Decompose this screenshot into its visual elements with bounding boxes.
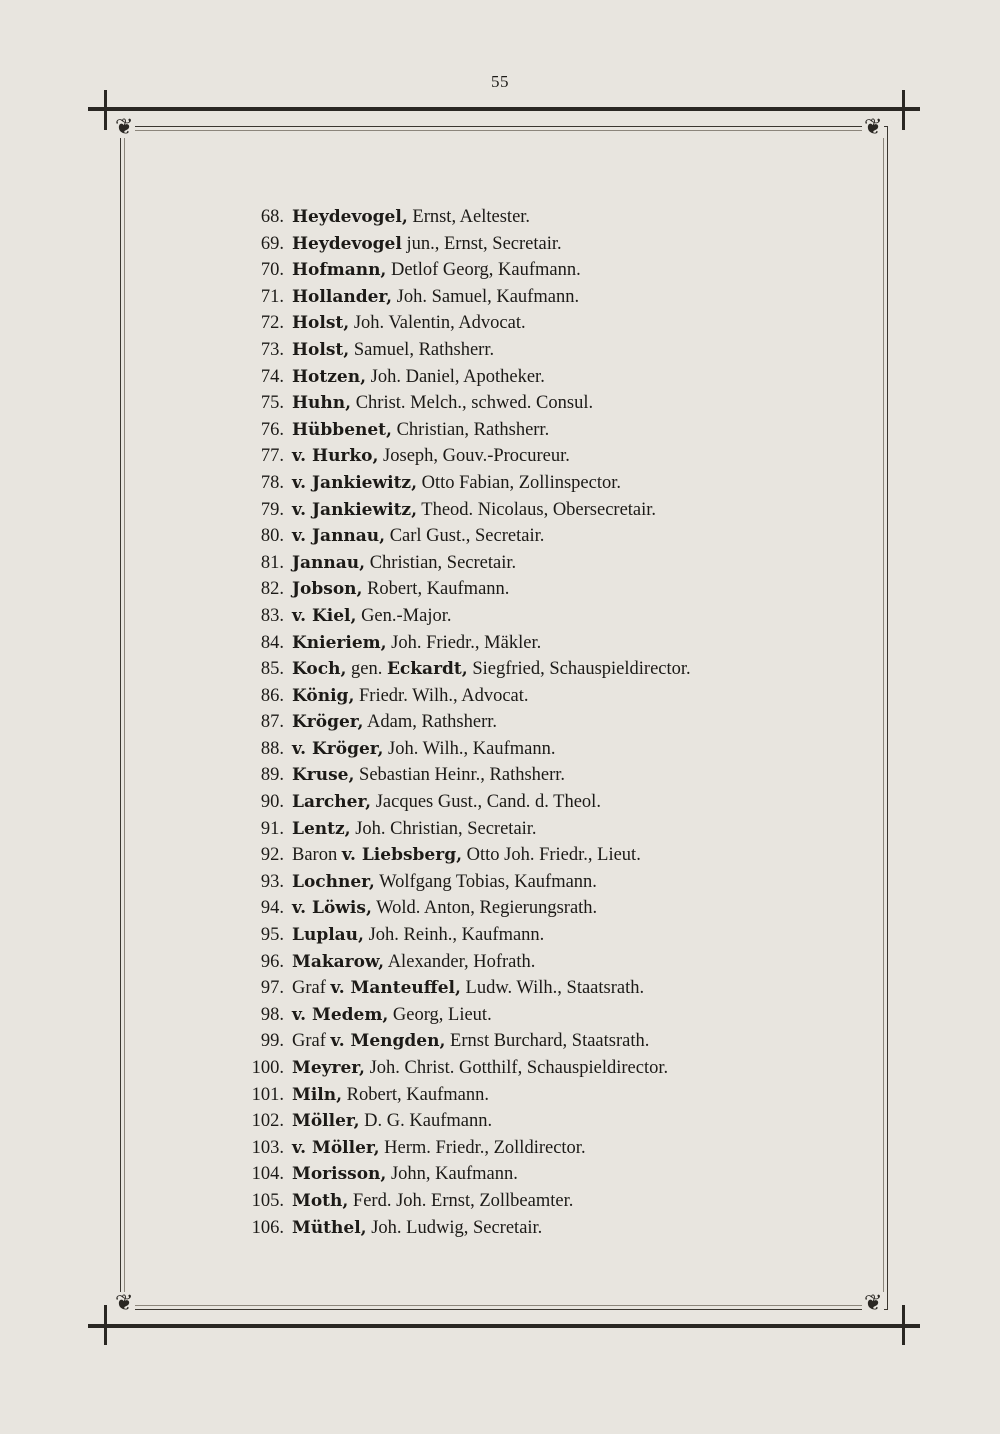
- entry-details: Joseph, Gouv.-Procureur.: [378, 446, 570, 467]
- entry-surname: v. Jankiewitz,: [292, 472, 417, 493]
- list-item: [200, 895, 820, 922]
- page-number: 55: [491, 72, 509, 91]
- entry-number: 69.: [260, 233, 284, 254]
- entry-number: 86.: [260, 685, 284, 706]
- list-item: [200, 789, 820, 816]
- list-item: [200, 1028, 820, 1055]
- entry-number: 93.: [260, 871, 284, 892]
- list-item: [200, 1135, 820, 1162]
- entry-number: 81.: [260, 552, 284, 573]
- entry-number: 80.: [260, 526, 284, 547]
- list-item: [200, 1055, 820, 1082]
- entry-surname: Hübbenet,: [292, 419, 392, 440]
- list-item: [200, 284, 820, 311]
- entry-surname: v. Löwis,: [292, 898, 372, 919]
- list-item: [200, 550, 820, 577]
- list-item: [200, 337, 820, 364]
- entry-details: Joh. Christian, Secretair.: [350, 818, 537, 839]
- entry-details: Siegfried, Schauspieldirector.: [467, 659, 691, 680]
- entry-details: Otto Fabian, Zollinspector.: [417, 472, 621, 493]
- entry-details: Joh. Valentin, Advocat.: [349, 313, 526, 334]
- entry-details: Ernst Burchard, Staatsrath.: [445, 1031, 650, 1052]
- entry-details: Ernst, Aeltester.: [407, 207, 531, 227]
- corner-tick: [902, 1305, 905, 1345]
- entry-title-prefix: Graf: [292, 978, 331, 999]
- entry-surname: Heydevogel: [292, 233, 402, 254]
- entry-number: 83.: [260, 605, 284, 626]
- entry-number: 94.: [260, 898, 284, 919]
- entry-surname: Lochner,: [292, 871, 375, 892]
- entry-surname: Holst,: [292, 339, 350, 360]
- entry-surname: Möller,: [292, 1111, 360, 1132]
- entry-surname: v. Manteuffel,: [330, 978, 461, 999]
- entry-details: Gen.-Major.: [356, 605, 452, 626]
- entry-number: 106.: [251, 1217, 284, 1238]
- entry-surname: Larcher,: [292, 792, 372, 813]
- entry-details: Ferd. Joh. Ernst, Zollbeamter.: [348, 1190, 574, 1211]
- entry-number: 73.: [260, 339, 284, 360]
- entry-number: 97.: [260, 978, 284, 999]
- entry-details: Georg, Lieut.: [388, 1004, 492, 1025]
- list-item: [200, 869, 820, 896]
- entry-surname: v. Kiel,: [292, 605, 357, 626]
- entry-surname: Luplau,: [292, 925, 364, 946]
- entry-number: 103.: [251, 1137, 284, 1158]
- entry-surname: Miln,: [292, 1084, 343, 1105]
- corner-ornament-icon: ❦: [864, 1290, 883, 1315]
- entry-number: 102.: [251, 1111, 284, 1132]
- entry-surname: Koch,: [292, 659, 347, 680]
- entry-surname: Kruse,: [292, 765, 355, 786]
- entry-surname: Meyrer,: [292, 1058, 365, 1078]
- list-item: [200, 497, 820, 524]
- list-item: [200, 949, 820, 976]
- list-item: [200, 1082, 820, 1109]
- entry-number: 92.: [260, 845, 284, 866]
- list-item: [200, 364, 820, 391]
- entry-number: 99.: [260, 1031, 284, 1052]
- entry-details: Wolfgang Tobias, Kaufmann.: [374, 871, 597, 892]
- entry-number: 87.: [260, 712, 284, 733]
- bottom-rule: [88, 1324, 920, 1328]
- entry-number: 105.: [251, 1190, 284, 1211]
- list-item: [200, 709, 820, 736]
- entry-number: 104.: [251, 1164, 284, 1185]
- entry-number: 78.: [260, 472, 284, 493]
- list-item: [200, 816, 820, 843]
- entry-details: Adam, Rathsherr.: [363, 712, 498, 733]
- entry-number: 68.: [260, 207, 284, 227]
- entry-surname: Holst,: [292, 313, 350, 334]
- entry-details: Ludw. Wilh., Staatsrath.: [460, 978, 645, 999]
- entry-details: Joh. Reinh., Kaufmann.: [363, 925, 545, 946]
- entry-details: Robert, Kaufmann.: [342, 1084, 489, 1105]
- entry-details: Robert, Kaufmann.: [362, 579, 510, 600]
- entry-surname: Morisson,: [292, 1164, 387, 1185]
- list-item: [200, 842, 820, 869]
- entry-surname: Lentz,: [292, 818, 351, 839]
- entry-details: Joh. Ludwig, Secretair.: [366, 1217, 543, 1238]
- entry-surname: Hollander,: [292, 286, 393, 307]
- corner-ornament-icon: ❦: [864, 114, 883, 139]
- entry-details: Carl Gust., Secretair.: [385, 526, 545, 547]
- list-item: [200, 1002, 820, 1029]
- list-item: [200, 417, 820, 444]
- list-item: [200, 523, 820, 550]
- entry-number: 96.: [260, 951, 284, 972]
- entry-surname: v. Möller,: [292, 1137, 380, 1158]
- list-item: [200, 257, 820, 284]
- entry-number: 70.: [260, 260, 284, 281]
- list-item: [200, 603, 820, 630]
- entry-surname: v. Medem,: [292, 1004, 389, 1025]
- corner-tick: [104, 1305, 107, 1345]
- list-item: [200, 310, 820, 337]
- entry-surname: v. Jankiewitz,: [292, 499, 417, 520]
- entry-number: 88.: [260, 738, 284, 759]
- list-item: [200, 1161, 820, 1188]
- entry-surname: Moth,: [292, 1190, 349, 1211]
- entry-details: Christ. Melch., schwed. Consul.: [351, 393, 594, 414]
- list-item: [200, 204, 820, 231]
- entry-details: Joh. Christ. Gotthilf, Schauspieldirector.: [364, 1058, 669, 1078]
- entry-surname: Kröger,: [292, 712, 364, 733]
- entry-surname: v. Hurko,: [292, 446, 379, 467]
- list-item: [200, 1108, 820, 1135]
- entry-number: 98.: [260, 1004, 284, 1025]
- entry-surname: v. Liebsberg,: [341, 845, 462, 866]
- entry-details: Christian, Rathsherr.: [391, 419, 550, 440]
- entry-number: 85.: [260, 659, 284, 680]
- entry-details: Wold. Anton, Regierungsrath.: [371, 898, 598, 919]
- entry-surname: Hofmann,: [292, 260, 387, 281]
- entry-number: 82.: [260, 579, 284, 600]
- entry-surname: v. Kröger,: [292, 738, 384, 759]
- entry-number: 77.: [260, 446, 284, 467]
- entry-number: 89.: [260, 765, 284, 786]
- entry-title-prefix: Baron: [292, 845, 342, 866]
- entry-surname: v. Jannau,: [292, 526, 386, 547]
- entry-surname: v. Mengden,: [330, 1031, 446, 1052]
- top-rule: [88, 107, 920, 111]
- list-item: [200, 1215, 820, 1242]
- entry-number: 74.: [260, 366, 284, 387]
- entry-number: 84.: [260, 632, 284, 653]
- list-item: [200, 922, 820, 949]
- entry-surname: Makarow,: [292, 951, 385, 972]
- entry-details: Samuel, Rathsherr.: [349, 339, 495, 360]
- entry-number: 75.: [260, 393, 284, 414]
- entry-surname: Müthel,: [292, 1217, 367, 1238]
- entry-details: Friedr. Wilh., Advocat.: [354, 685, 529, 706]
- entry-surname: Jobson,: [292, 579, 363, 600]
- list-item: [200, 1188, 820, 1215]
- entry-details: Detlof Georg, Kaufmann.: [386, 260, 581, 281]
- entry-details: Herm. Friedr., Zolldirector.: [379, 1137, 586, 1158]
- list-item: [200, 231, 820, 258]
- entry-surname: Jannau,: [292, 552, 366, 573]
- entry-details: jun., Ernst, Secretair.: [401, 233, 562, 254]
- entry-details: Theod. Nicolaus, Obersecretair.: [417, 499, 657, 520]
- corner-tick: [104, 90, 107, 130]
- entry-number: 71.: [260, 286, 284, 307]
- entry-details: Joh. Samuel, Kaufmann.: [392, 286, 580, 307]
- list-item: [200, 390, 820, 417]
- list-item: [200, 683, 820, 710]
- entry-surname: Huhn,: [292, 393, 352, 414]
- entry-details: Jacques Gust., Cand. d. Theol.: [371, 792, 601, 813]
- entry-number: 95.: [260, 925, 284, 946]
- entry-number: 90.: [260, 792, 284, 813]
- entry-alias-surname: Eckardt,: [386, 659, 468, 680]
- entry-number: 76.: [260, 419, 284, 440]
- entry-details: Christian, Secretair.: [365, 552, 517, 573]
- list-item: [200, 443, 820, 470]
- entry-surname: König,: [292, 685, 355, 706]
- entry-details: Otto Joh. Friedr., Lieut.: [462, 845, 641, 866]
- list-item: [200, 975, 820, 1002]
- entry-surname: Heydevogel,: [292, 207, 408, 227]
- entry-number: 100.: [251, 1058, 284, 1078]
- list-item: [200, 576, 820, 603]
- entry-details: Joh. Wilh., Kaufmann.: [383, 738, 556, 759]
- corner-ornament-icon: ❦: [115, 1290, 134, 1315]
- list-item: [200, 762, 820, 789]
- entry-number: 91.: [260, 818, 284, 839]
- entry-number: 79.: [260, 499, 284, 520]
- corner-ornament-icon: ❦: [115, 114, 134, 139]
- list-item: [200, 470, 820, 497]
- entry-details: D. G. Kaufmann.: [359, 1111, 493, 1132]
- corner-tick: [902, 90, 905, 130]
- entry-number: 72.: [260, 313, 284, 334]
- entry-surname: Knieriem,: [292, 632, 387, 653]
- list-item: [200, 630, 820, 657]
- entry-title-prefix: Graf: [292, 1031, 331, 1052]
- entry-surname: Hotzen,: [292, 366, 367, 387]
- list-item: [200, 736, 820, 763]
- entry-details: Alexander, Hofrath.: [384, 951, 536, 972]
- member-list: [200, 204, 820, 1241]
- entry-details: John, Kaufmann.: [386, 1164, 518, 1185]
- list-item: [200, 656, 820, 683]
- entry-connector: gen.: [346, 659, 387, 680]
- entry-details: Sebastian Heinr., Rathsherr.: [354, 765, 566, 786]
- entry-number: 101.: [251, 1084, 284, 1105]
- entry-details: Joh. Daniel, Apotheker.: [366, 366, 545, 387]
- entry-details: Joh. Friedr., Mäkler.: [386, 632, 542, 653]
